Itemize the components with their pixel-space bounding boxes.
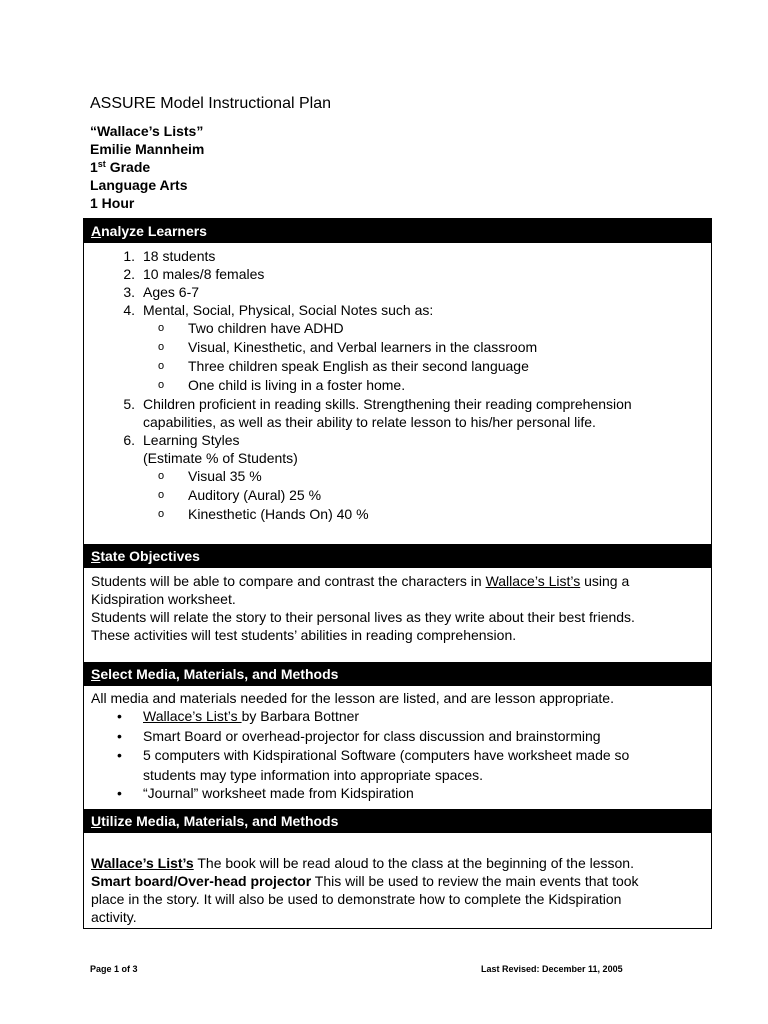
paragraph-text: The book will be read aloud to the class at the beginning of the lesson. (193, 855, 634, 871)
select-media-body (91, 689, 701, 803)
item-number: 5. (123, 396, 135, 412)
paragraph-text: This will be used to review the main events that took (311, 873, 639, 889)
plan-table (83, 218, 712, 929)
item-number: 1. (123, 248, 135, 264)
objective-line (91, 572, 701, 590)
item-number: 3. (123, 284, 135, 300)
utilize-paragraph (91, 872, 701, 890)
item-text: Smart Board or overhead-projector for class discussion and brainstorming (143, 727, 601, 744)
item-text: Learning Styles (143, 432, 240, 448)
item-text: 18 students (143, 248, 216, 264)
analyze-heading-initial: A (91, 223, 102, 239)
sub-list-item (91, 338, 701, 357)
item-number: 6. (123, 432, 135, 448)
document-title: ASSURE Model Instructional Plan (90, 95, 331, 112)
sub-item-text: Two children have ADHD (188, 320, 344, 336)
sub-item-text: Visual, Kinesthetic, and Verbal learners in the classroom (188, 339, 538, 355)
analyze-learners-body (91, 247, 701, 524)
analyze-learners-header (84, 219, 711, 243)
author-name: Emilie Mannheim (90, 141, 205, 157)
list-item (91, 727, 701, 747)
select-media-header (84, 662, 711, 686)
sub-list-item (91, 319, 701, 338)
item-number: 4. (123, 302, 135, 318)
paragraph-line: activity. (91, 909, 137, 925)
sub-list-item (91, 486, 701, 505)
objective-line: Kidspiration worksheet. (91, 591, 236, 607)
list-item (91, 784, 701, 804)
sub-item-text: Visual 35 % (188, 468, 262, 484)
item-continuation: students may type information into appropriate spaces. (143, 766, 484, 783)
sub-item-text: One child is living in a foster home. (188, 377, 406, 393)
sub-item-text: Auditory (Aural) 25 % (188, 487, 322, 503)
list-item (91, 301, 701, 319)
list-item (91, 395, 701, 413)
state-objectives-body (91, 572, 701, 644)
item-text: Ages 6-7 (143, 284, 200, 300)
sub-bullet: o (158, 341, 165, 353)
bullet: • (117, 708, 122, 724)
last-revised: Last Revised: December 11, 2005 (481, 964, 623, 974)
sub-item-text: Three children speak English as their second language (188, 358, 529, 374)
paragraph-line: place in the story. It will also be used to demonstrate how to complete the Kidspiration (91, 891, 622, 907)
item-text: “Journal” worksheet made from Kidspiration (143, 784, 414, 801)
state-heading-rest: tate Objectives (100, 548, 200, 564)
utilize-media-body (91, 854, 701, 926)
state-objectives-header (84, 544, 711, 568)
item-text: 5 computers with Kidspirational Software (computers have worksheet made so (143, 747, 630, 763)
sub-list-item (91, 467, 701, 486)
sub-item-text: Kinesthetic (Hands On) 40 % (188, 506, 369, 522)
bullet: • (117, 784, 122, 801)
paragraph-lead: Smart board/Over-head projector (91, 873, 312, 889)
list-item (91, 265, 701, 283)
list-item (91, 746, 701, 766)
list-item (91, 707, 701, 727)
sub-bullet: o (158, 379, 165, 391)
item-text: Children proficient in reading skills. Strengthening their reading comprehension (143, 396, 632, 412)
grade-number: 1 (90, 159, 98, 175)
objective-text: using a (580, 573, 630, 589)
sub-bullet: o (158, 508, 165, 520)
objective-line: Students will relate the story to their personal lives as they write about their best friends. (91, 609, 635, 625)
sub-list-item (91, 505, 701, 524)
grade-word: Grade (105, 159, 151, 175)
select-intro: All media and materials needed for the lesson are listed, and are lesson appropriate. (91, 690, 614, 706)
item-continuation: (Estimate % of Students) (143, 450, 298, 466)
subject: Language Arts (90, 177, 188, 193)
sub-bullet: o (158, 322, 165, 334)
objective-line: These activities will test students’ abilities in reading comprehension. (91, 627, 517, 643)
grade-suffix: st (97, 159, 106, 169)
sub-bullet: o (158, 470, 165, 482)
item-text: by Barbara Bottner (241, 708, 360, 724)
list-item (91, 247, 701, 265)
list-item (91, 431, 701, 449)
state-heading-initial: S (91, 548, 101, 564)
select-heading-initial: S (91, 666, 101, 682)
item-text: Mental, Social, Physical, Social Notes such as: (143, 302, 434, 318)
lesson-title: “Wallace’s Lists” (90, 123, 204, 139)
item-text: 10 males/8 females (143, 266, 265, 282)
utilize-heading-initial: U (91, 813, 102, 829)
lesson-meta (90, 122, 204, 212)
book-title-link: Wallace’s List’s (485, 573, 581, 589)
bullet: • (117, 747, 122, 763)
utilize-media-header (84, 809, 711, 833)
sub-bullet: o (158, 489, 165, 501)
utilize-paragraph (91, 854, 701, 872)
page-number: Page 1 of 3 (90, 964, 138, 974)
book-title-link: Wallace’s List’s (91, 855, 194, 871)
sub-bullet: o (158, 360, 165, 372)
item-number: 2. (123, 266, 135, 282)
bullet: • (117, 727, 122, 744)
list-item (91, 283, 701, 301)
select-heading-rest: elect Media, Materials, and Methods (100, 666, 339, 682)
sub-list-item (91, 376, 701, 395)
utilize-heading-rest: tilize Media, Materials, and Methods (101, 813, 339, 829)
objective-text: Students will be able to compare and contrast the characters in (91, 573, 486, 589)
book-title-link: Wallace’s List’s (143, 708, 242, 724)
grade-level (90, 158, 204, 176)
item-continuation: capabilities, as well as their ability to relate lesson to his/her personal life. (143, 414, 596, 430)
analyze-heading-rest: nalyze Learners (101, 223, 207, 239)
duration: 1 Hour (90, 195, 135, 211)
sub-list-item (91, 357, 701, 376)
